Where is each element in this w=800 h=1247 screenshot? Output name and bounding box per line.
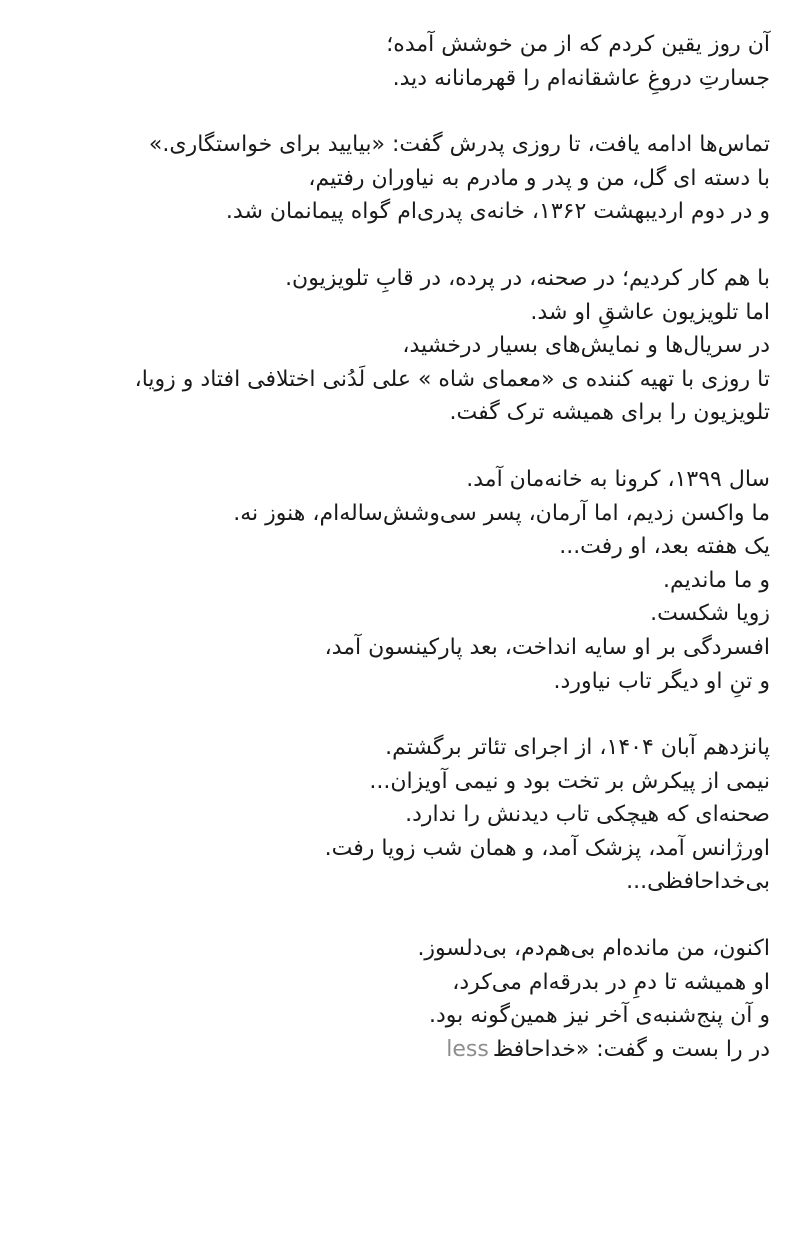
caption-line: یک هفته بعد، او رفت... [559,534,770,560]
stanza-3 [20,262,770,430]
show-less-link[interactable]: less [446,1036,489,1062]
caption-line: در سریال‌ها و نمایش‌های بسیار درخشید، [402,333,770,359]
stanza-5 [20,731,770,899]
caption-line: جسارتِ دروغِ عاشقانه‌ام را قهرمانانه دید. [392,65,770,91]
caption-line: در را بست و گفت: «خداحافظ [492,1036,770,1062]
stanza-1 [20,28,770,95]
caption-line: اورژانس آمد، پزشک آمد، و همان شب زویا رفت. [324,835,770,861]
caption-line: با هم کار کردیم؛ در صحنه، در پرده، در قابِ تلویزیون. [285,265,770,291]
caption-line: اما تلویزیون عاشقِ او شد. [530,299,770,325]
caption-line: تلویزیون را برای همیشه ترک گفت. [449,400,770,426]
caption-last-line [20,1033,770,1067]
post-caption [20,28,770,1099]
caption-line: او همیشه تا دمِ در بدرقه‌ام می‌کرد، [452,969,770,995]
caption-line: بی‌خداحافظی... [626,869,770,895]
caption-line: نیمی از پیکرش بر تخت بود و نیمی آویزان... [369,768,770,794]
stanza-4 [20,463,770,698]
caption-line: و در دوم اردیبهشت ۱۳۶۲، خانه‌ی پدری‌ام گواه پیمانمان شد. [225,199,770,225]
caption-line: پانزدهم آبان ۱۴۰۴، از اجرای تئاتر برگشتم. [385,735,770,761]
caption-line: و تنِ او دیگر تاب نیاورد. [553,668,770,694]
caption-line: آن روز یقین کردم که از من خوشش آمده؛ [386,32,770,57]
caption-line: صحنه‌ای که هیچکی تاب دیدنش را ندارد. [405,802,770,828]
caption-line: تماس‌ها ادامه یافت، تا روزی پدرش گفت: «بیایید برای خواستگاری.» [148,132,770,158]
caption-line: ما واکسن زدیم، اما آرمان، پسر سی‌وشش‌ساله‌ام، هنوز نه. [233,500,770,526]
caption-line: و ما ماندیم. [662,567,770,593]
caption-line: زویا شکست. [650,601,770,627]
caption-line: تا روزی با تهیه کننده ی «معمای شاه » علی لَدُنی اختلافی افتاد و زویا، [134,366,770,392]
caption-line: افسردگی بر او سایه انداخت، بعد پارکینسون آمد، [324,634,770,660]
stanza-2 [20,128,770,229]
caption-line: سال ۱۳۹۹، کرونا به خانه‌مان آمد. [466,466,770,492]
caption-line: با دسته ای گل، من و پدر و مادرم به نیاوران رفتیم، [308,165,770,191]
caption-line: و آن پنج‌شنبه‌ی آخر نیز همین‌گونه بود. [428,1003,770,1029]
caption-line: اکنون، من مانده‌ام بی‌هم‌دم، بی‌دلسوز. [417,936,770,962]
stanza-6 [20,932,770,1066]
